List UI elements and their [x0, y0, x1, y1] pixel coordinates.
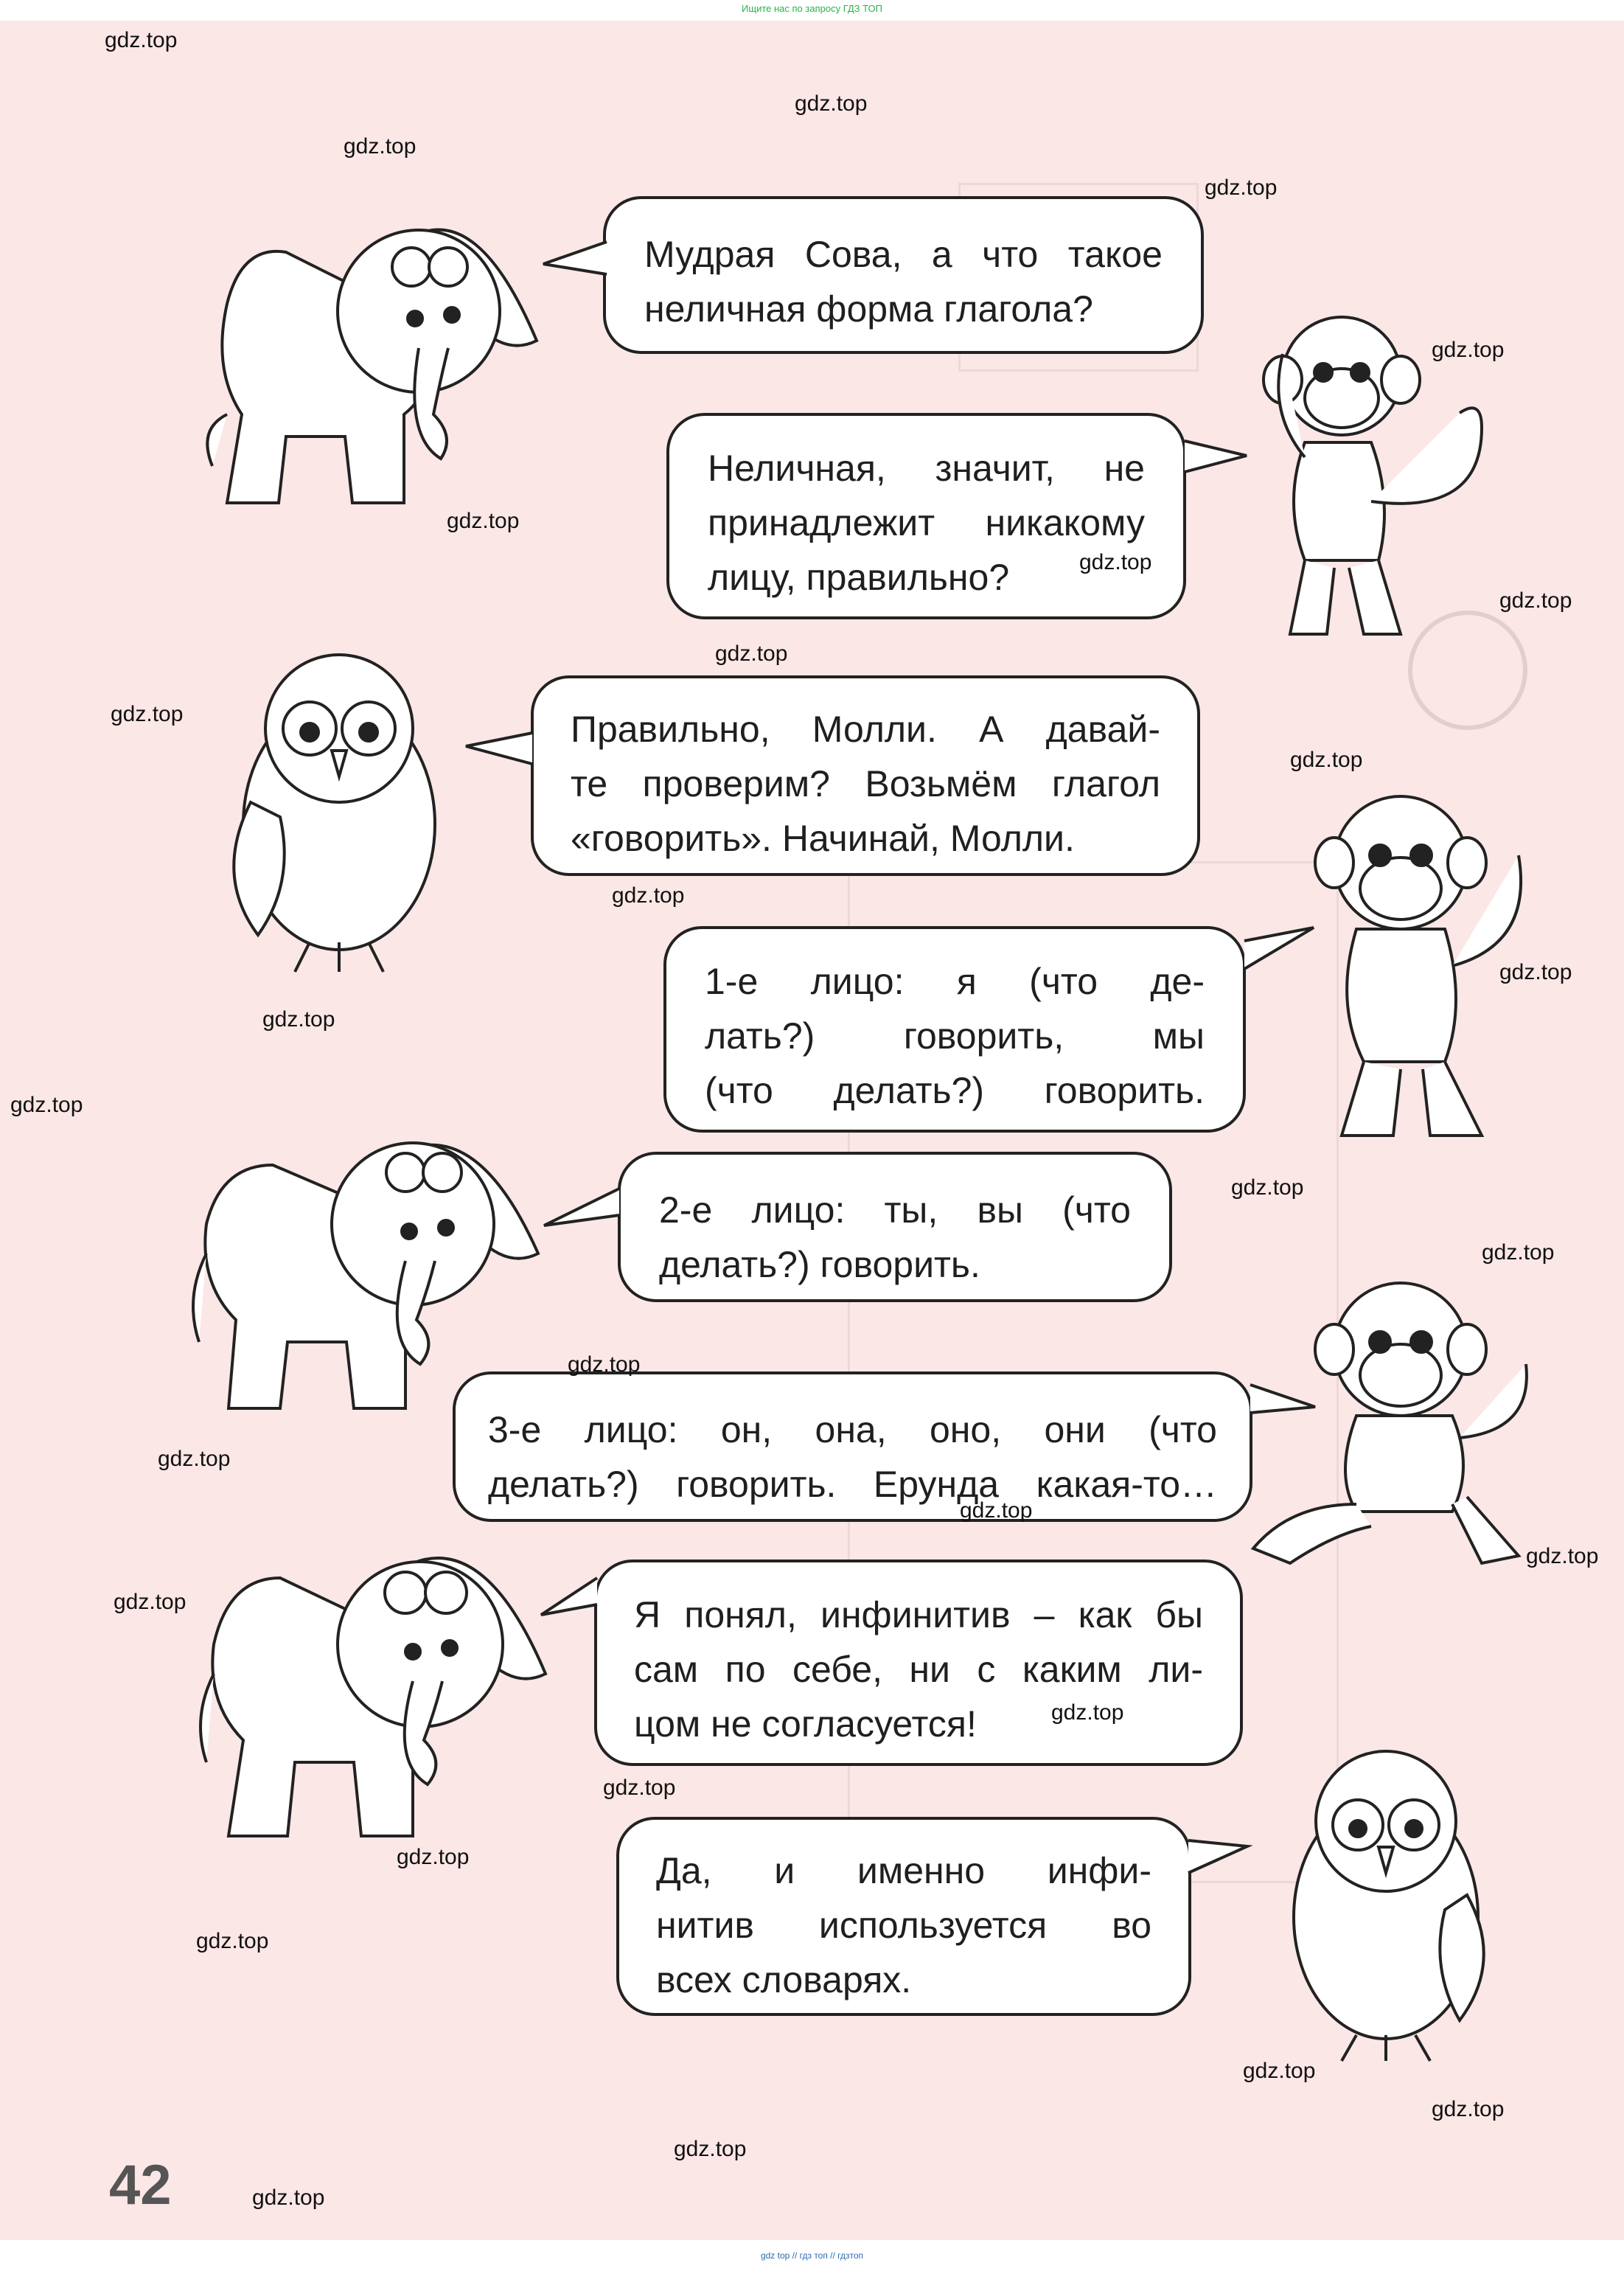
elephant-illustration	[184, 1106, 546, 1430]
bubble-line: всех словарях.	[656, 1959, 912, 2000]
bubble-line: Я понял, инфинитив – как бы	[634, 1594, 1203, 1635]
watermark: gdz.top	[795, 91, 868, 116]
bubble-line: Неличная, значит, не	[708, 448, 1145, 489]
watermark: gdz.top	[603, 1776, 676, 1800]
elephant-illustration	[192, 1519, 553, 1858]
speech-bubble-monkey-1	[666, 413, 1186, 619]
bubble-line: цом не согласуется!	[634, 1703, 977, 1745]
speech-bubble-owl-1	[531, 675, 1200, 876]
monkey-illustration	[1238, 310, 1533, 664]
watermark: gdz.top	[1526, 1544, 1599, 1568]
speech-bubble-monkey-3	[453, 1371, 1252, 1522]
bubble-line: (что делать?) говорить.	[705, 1070, 1205, 1111]
bubble-line: делать?) говорить. Ерунда какая-то…	[488, 1464, 1217, 1505]
page-number: 42	[109, 2154, 172, 2216]
bubble-line: нитив используется во	[656, 1905, 1151, 1946]
bubble-line: Мудрая Сова, а что такое	[644, 234, 1163, 275]
top-banner[interactable]: Ищите нас по запросу ГДЗ ТОП	[742, 3, 882, 14]
watermark: gdz.top	[252, 2186, 325, 2210]
watermark: gdz.top	[1499, 960, 1572, 984]
bubble-line: лать?) говорить, мы	[705, 1015, 1205, 1057]
owl-illustration	[1268, 1725, 1504, 2065]
bottom-banner[interactable]: gdz top // гдз топ // гдзтоп	[760, 2250, 864, 2261]
monkey-illustration	[1246, 1268, 1541, 1578]
watermark: gdz.top	[1231, 1175, 1304, 1200]
watermark: gdz.top	[715, 641, 788, 666]
watermark: gdz.top	[1243, 2059, 1316, 2083]
watermark: gdz.top	[1499, 588, 1572, 613]
bubble-line: 3-е лицо: он, она, оно, они (что	[488, 1409, 1217, 1450]
bubble-tail	[1187, 1835, 1250, 1882]
watermark: gdz.top	[114, 1590, 187, 1614]
watermark: gdz.top	[960, 1498, 1033, 1523]
watermark: gdz.top	[674, 2137, 747, 2161]
watermark: gdz.top	[1290, 748, 1363, 772]
bubble-tail	[542, 236, 608, 280]
bubble-line: Правильно, Молли. А давай-	[571, 709, 1160, 750]
watermark: gdz.top	[111, 702, 184, 726]
bubble-tail	[464, 729, 534, 770]
bubble-line: принадлежит никакому	[708, 502, 1145, 543]
bubble-line: те проверим? Возьмём глагол	[571, 763, 1160, 804]
watermark: gdz.top	[158, 1447, 231, 1471]
speech-bubble-owl-2	[616, 1817, 1191, 2016]
bubble-line: Да, и именно инфи-	[656, 1850, 1151, 1891]
watermark: gdz.top	[447, 509, 520, 533]
watermark: gdz.top	[1051, 1700, 1124, 1725]
watermark: gdz.top	[1482, 1240, 1555, 1265]
watermark: gdz.top	[612, 883, 685, 908]
watermark: gdz.top	[105, 28, 178, 52]
bubble-line: 2-е лицо: ты, вы (что	[659, 1189, 1131, 1231]
watermark: gdz.top	[10, 1093, 83, 1117]
bubble-line: лицу, правильно?	[708, 557, 1010, 598]
bubble-line: неличная форма глагола?	[644, 288, 1093, 330]
watermark: gdz.top	[1079, 550, 1152, 574]
watermark: gdz.top	[1432, 338, 1505, 362]
speech-bubble-elephant-3	[594, 1560, 1243, 1766]
watermark: gdz.top	[1205, 175, 1278, 200]
speech-bubble-monkey-2	[663, 926, 1246, 1133]
bubble-line: «говорить». Начинай, Молли.	[571, 818, 1075, 859]
watermark: gdz.top	[1432, 2097, 1505, 2121]
watermark: gdz.top	[344, 134, 417, 159]
speech-bubble-elephant-2	[618, 1152, 1172, 1302]
bubble-line: делать?) говорить.	[659, 1244, 980, 1285]
bubble-tail	[543, 1183, 621, 1234]
watermark: gdz.top	[262, 1007, 335, 1032]
watermark: gdz.top	[196, 1929, 269, 1953]
elephant-illustration	[198, 193, 544, 532]
bubble-line: сам по себе, ни с каким ли-	[634, 1649, 1203, 1690]
watermark: gdz.top	[397, 1845, 470, 1869]
watermark: gdz.top	[568, 1352, 641, 1377]
owl-illustration	[214, 640, 457, 979]
bubble-line: 1-е лицо: я (что де-	[705, 961, 1205, 1002]
speech-bubble-elephant-1	[603, 196, 1204, 354]
